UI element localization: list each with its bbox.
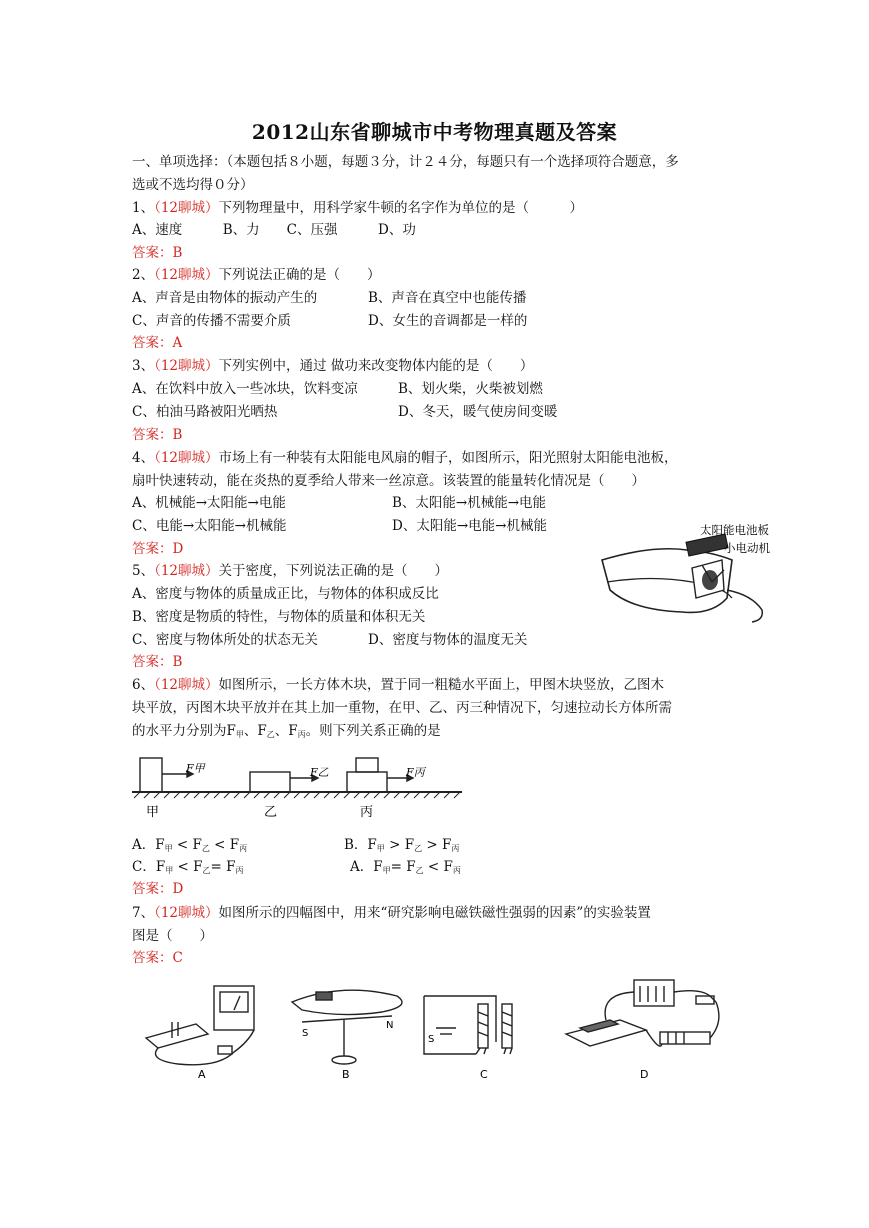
question-6-answer: 答案：D bbox=[132, 881, 184, 897]
question-7-answer: 答案：C bbox=[132, 950, 183, 966]
question-5-option-c: C、密度与物体所处的状态无关 bbox=[132, 632, 318, 648]
page-title: 2012山东省聊城市中考物理真题及答案 bbox=[251, 120, 618, 144]
question-3-option-d: D、冬天，暖气使房间变暖 bbox=[398, 404, 558, 420]
question-5-option-a: A、密度与物体的质量成正比，与物体的体积成反比 bbox=[132, 586, 439, 602]
question-2-option-b: B、声音在真空中也能传播 bbox=[368, 290, 527, 306]
question-4-option-d: D、太阳能→电能→机械能 bbox=[392, 518, 547, 534]
source-tag: （12聊城） bbox=[154, 200, 219, 216]
question-5-option-d: D、密度与物体的温度无关 bbox=[368, 632, 528, 648]
figure-label-a: A bbox=[198, 1068, 206, 1081]
solar-fan-hat-figure bbox=[592, 520, 782, 630]
figure-label-bing: 丙 bbox=[360, 805, 374, 820]
experiment-figure-c bbox=[416, 982, 546, 1082]
question-4-stem-2: 扇叶快速转动，能在炎热的夏季给人带来一丝凉意。该装置的能量转化情况是（ ） bbox=[132, 473, 645, 489]
weight bbox=[356, 758, 378, 772]
block-jia bbox=[140, 758, 162, 792]
figure-label-jia: 甲 bbox=[146, 805, 160, 820]
figure-label-b: B bbox=[342, 1068, 350, 1081]
question-5-option-b: B、密度是物质的特性，与物体的质量和体积无关 bbox=[132, 609, 426, 625]
force-label-jia: F甲 bbox=[186, 762, 205, 775]
force-label-bing: F丙 bbox=[406, 766, 425, 779]
experiment-figure-d bbox=[560, 972, 730, 1082]
question-6-stem-2: 块平放，丙图木块平放并在其上加一重物，在甲、乙、丙三种情况下，匀速拉动长方体所需 bbox=[132, 700, 672, 716]
question-4-answer: 答案：D bbox=[132, 541, 184, 557]
question-2-answer: 答案：A bbox=[132, 335, 183, 351]
block-yi bbox=[250, 772, 290, 792]
question-2-option-d: D、女生的音调都是一样的 bbox=[368, 313, 528, 329]
question-2: 2、（12聊城）下列说法正确的是（ ） bbox=[132, 267, 381, 283]
question-1: 1、（12聊城）下列物理量中，用科学家牛顿的名字作为单位的是（ ） bbox=[132, 200, 584, 216]
question-6-stem-3: 的水平力分别为$F_甲$、$F_乙$、$F_丙$。则下列关系正确的是 bbox=[132, 723, 441, 739]
figure-label-yi: 乙 bbox=[264, 805, 278, 820]
question-4-option-a: A、机械能→太阳能→电能 bbox=[132, 495, 286, 511]
question-6: 6、（12聊城）如图所示，一长方体木块，置于同一粗糙水平面上，甲图木块竖放，乙图木 bbox=[132, 677, 665, 693]
solar-panel-label: 太阳能电池板 bbox=[700, 523, 769, 537]
question-2-option-a: A、声音是由物体的振动产生的 bbox=[132, 290, 318, 306]
question-7: 7、（12聊城）如图所示的四幅图中，用来“研究影响电磁铁磁性强弱的因素”的实验装置 bbox=[132, 905, 651, 921]
section-heading-line1: 一、单项选择：（本题包括８小题，每题３分，计２４分，每题只有一个选择项符合题意，多 bbox=[132, 154, 679, 170]
question-6-option-c: C．$F_甲 < F_乙= F_丙$ bbox=[132, 859, 244, 875]
question-3: 3、（12聊城）下列实例中，通过 做功来改变物体内能的是（ ） bbox=[132, 358, 534, 374]
question-6-option-d: A．$F_甲= F_乙 < F_丙$ bbox=[350, 859, 461, 875]
question-2-option-c: C、声音的传播不需要介质 bbox=[132, 313, 291, 329]
question-5-answer: 答案：B bbox=[132, 654, 183, 670]
force-label-yi: F乙 bbox=[310, 766, 329, 779]
wooden-block-figure bbox=[132, 752, 462, 822]
question-3-option-a: A、在饮料中放入一些冰块，饮料变凉 bbox=[132, 381, 358, 397]
question-3-option-c: C、柏油马路被阳光晒热 bbox=[132, 404, 278, 420]
figure-label-d: D bbox=[640, 1068, 649, 1081]
question-1-options: A、速度 B、力 C、压强 D、功 bbox=[132, 222, 416, 238]
question-4: 4、（12聊城）市场上有一种装有太阳能电风扇的帽子，如图所示，阳光照射太阳能电池板， bbox=[132, 450, 678, 466]
question-5: 5、（12聊城）关于密度，下列说法正确的是（ ） bbox=[132, 563, 449, 579]
question-1-answer: 答案：B bbox=[132, 245, 183, 261]
svg-text:S: S bbox=[428, 1034, 435, 1045]
question-6-option-b: B．$F_甲 > F_乙 > F_丙$ bbox=[344, 837, 460, 853]
question-7-stem-2: 图是（ ） bbox=[132, 928, 213, 944]
motor-label: 小电动机 bbox=[724, 541, 770, 555]
figure-label-c: C bbox=[480, 1068, 488, 1081]
block-bing bbox=[347, 772, 387, 792]
question-6-option-a: A．$F_甲 < F_乙 < F_丙$ bbox=[132, 837, 248, 853]
question-4-option-c: C、电能→太阳能→机械能 bbox=[132, 518, 287, 534]
question-3-option-b: B、划火柴，火柴被划燃 bbox=[398, 381, 543, 397]
question-3-answer: 答案：B bbox=[132, 427, 183, 443]
svg-text:S: S bbox=[302, 1028, 309, 1039]
question-4-option-b: B、太阳能→机械能→电能 bbox=[392, 495, 547, 511]
section-heading-line2: 选或不选均得０分） bbox=[132, 177, 254, 193]
experiment-figure-b bbox=[282, 982, 412, 1082]
experiment-figure-a bbox=[138, 982, 268, 1082]
svg-text:N: N bbox=[386, 1020, 394, 1031]
